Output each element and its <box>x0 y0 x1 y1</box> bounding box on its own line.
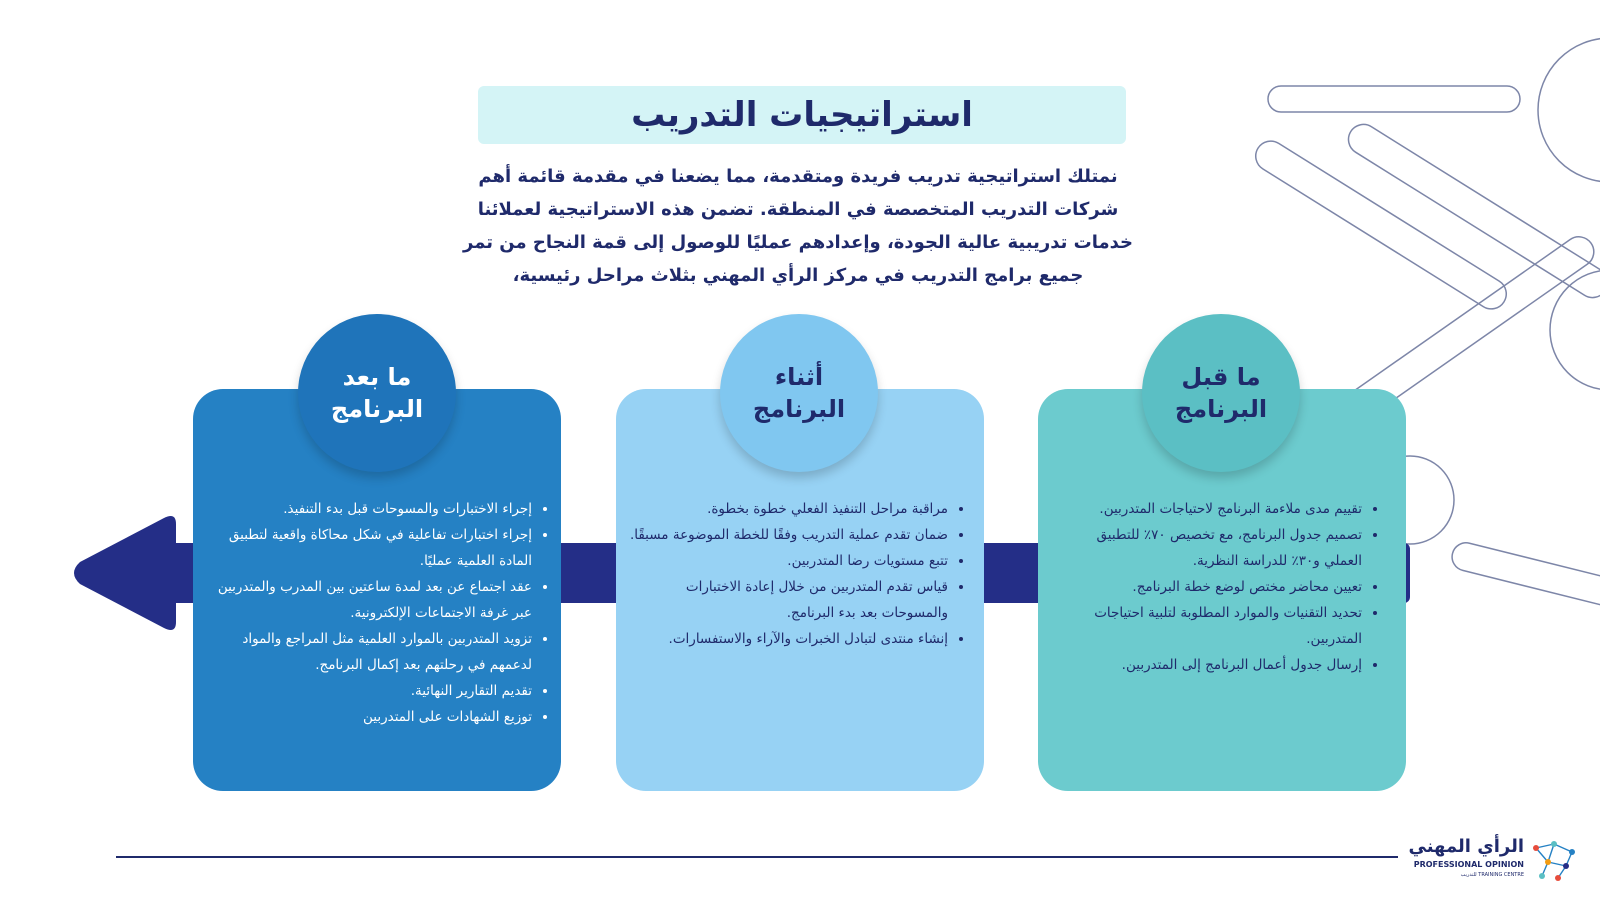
list-item: • تقييم مدى ملاءمة البرنامج لاحتياجات المتدربين. <box>1078 496 1362 522</box>
list-item: • تقديم التقارير النهائية. <box>214 678 532 704</box>
list-item: • عقد اجتماع عن بعد لمدة ساعتين بين المدرب والمتدربين عبر غرفة الاجتماعات الإلكترونية. <box>214 574 532 626</box>
list-item: • تتبع مستويات رضا المتدربين. <box>628 548 948 574</box>
page-title: استراتيجيات التدريب <box>631 95 973 135</box>
footer-divider <box>116 856 1398 858</box>
list-item: • إنشاء منتدى لتبادل الخبرات والآراء والاستفسارات. <box>628 626 948 652</box>
badge-label-after: ما بعد البرنامج <box>330 363 424 423</box>
logo-subtitle-text: TRAINING CENTRE للتدريب <box>1460 872 1524 878</box>
list-item: • تصميم جدول البرنامج، مع تخصيص ٧٠٪ للتطبيق العملي و٣٠٪ للدراسة النظرية. <box>1078 522 1362 574</box>
list-before-program <box>1078 496 1388 678</box>
list-item: • توزيع الشهادات على المتدربين <box>214 704 532 730</box>
list-item: • قياس تقدم المتدربين من خلال إعادة الاختبارات والمسوحات بعد بدء البرنامج. <box>628 574 948 626</box>
list-item: • تعيين محاضر مختص لوضع خطة البرنامج. <box>1078 574 1362 600</box>
badge-label-during: أثناء البرنامج <box>752 363 846 423</box>
logo-english-text: PROFESSIONAL OPINION <box>1413 860 1524 869</box>
company-logo <box>1408 836 1580 884</box>
badge-during-program <box>720 314 878 472</box>
list-item: • مراقبة مراحل التنفيذ الفعلي خطوة بخطوة. <box>628 496 948 522</box>
list-after-program <box>214 496 558 730</box>
list-item: • إجراء اختبارات تفاعلية في شكل محاكاة واقعية لتطبيق المادة العلمية عمليًا. <box>214 522 532 574</box>
list-item: • تزويد المتدربين بالموارد العلمية مثل المراجع والمواد لدعمهم في رحلتهم بعد إكمال البرنامج. <box>214 626 532 678</box>
list-during-program <box>628 496 974 652</box>
list-item: • إجراء الاختبارات والمسوحات قبل بدء التنفيذ. <box>214 496 532 522</box>
network-icon <box>1528 836 1580 882</box>
list-item: • ضمان تقدم عملية التدريب وفقًا للخطة الموضوعة مسبقًا. <box>628 522 948 548</box>
badge-label-before: ما قبل البرنامج <box>1174 363 1268 423</box>
list-item: • تحديد التقنيات والموارد المطلوبة لتلبية احتياجات المتدربين. <box>1078 600 1362 652</box>
badge-after-program <box>298 314 456 472</box>
logo-arabic-text: الرأي المهني <box>1408 836 1524 857</box>
intro-paragraph: نمتلك استراتيجية تدريب فريدة ومتقدمة، مما يضعنا في مقدمة قائمة أهم شركات التدريب المتخصصة في المنطقة. تضمن هذه الاستراتيجية لعملائنا خدمات تدريبية عالية الجودة، وإعدادهم عمليًا للوصول إلى قمة النجاح من تمر جميع برامج التدريب في مركز الرأي المهني بثلاث مراحل رئيسية، <box>463 166 1133 286</box>
badge-before-program <box>1142 314 1300 472</box>
list-item: • إرسال جدول أعمال البرنامج إلى المتدربين. <box>1078 652 1362 678</box>
